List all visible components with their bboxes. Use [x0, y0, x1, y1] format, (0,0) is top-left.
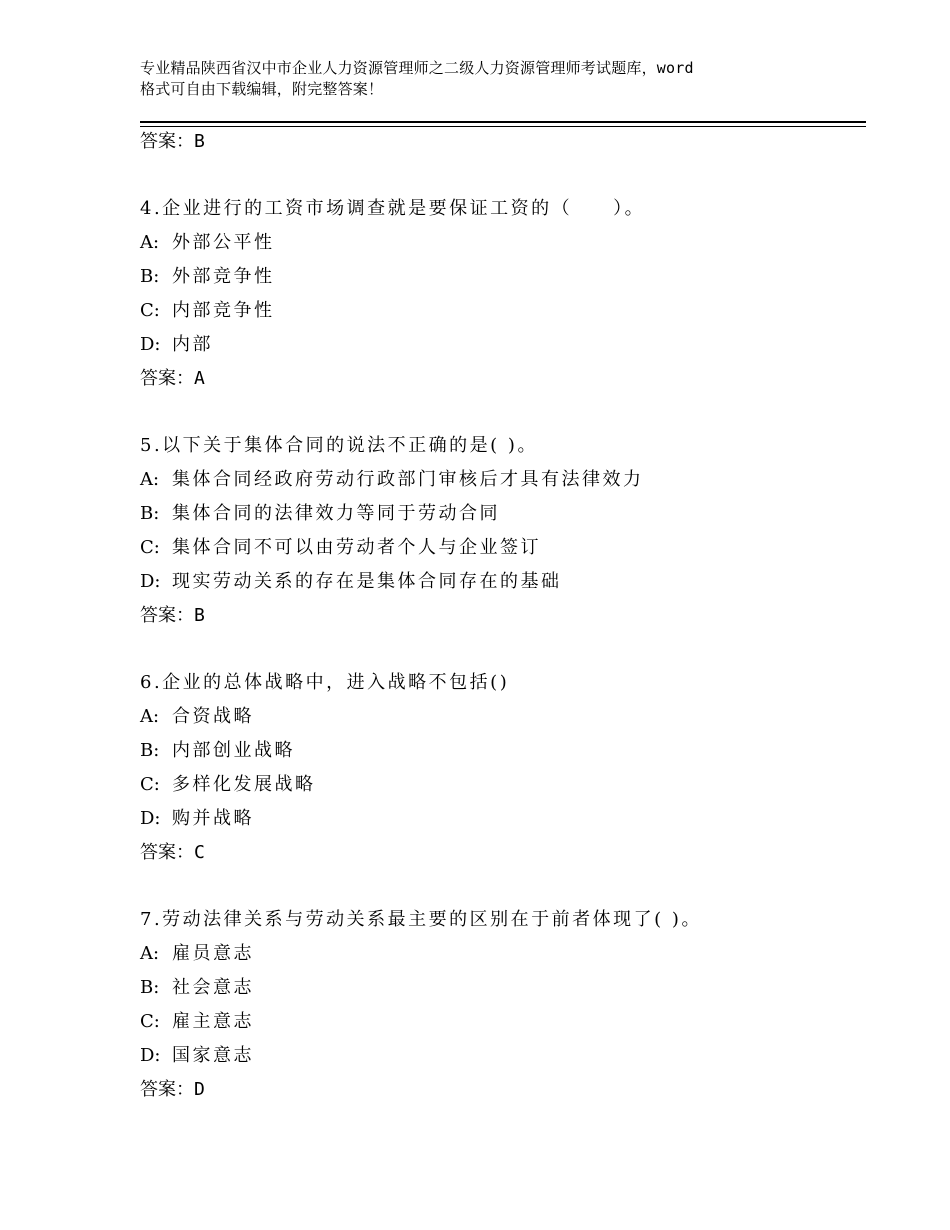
- option-letter: C:: [140, 537, 160, 558]
- option-text: 现实劳动关系的存在是集体合同存在的基础: [172, 571, 562, 592]
- option-letter: D:: [140, 334, 161, 355]
- header-line-1: 专业精品陕西省汉中市企业人力资源管理师之二级人力资源管理师考试题库，word: [140, 59, 694, 77]
- option-letter: D:: [140, 1045, 161, 1066]
- option-letter: C:: [140, 300, 160, 321]
- option-d: [140, 802, 866, 836]
- option-letter: A:: [140, 232, 160, 253]
- option-b: [140, 497, 866, 531]
- question-stem: 6.企业的总体战略中，进入战略不包括(): [140, 672, 510, 693]
- option-c: [140, 1005, 866, 1039]
- option-text: 内部: [172, 334, 213, 355]
- question-4: [140, 192, 866, 396]
- header-rule-thick: [140, 121, 866, 123]
- option-letter: C:: [140, 1011, 160, 1032]
- option-a: [140, 937, 866, 971]
- option-letter: B:: [140, 740, 160, 761]
- option-letter: A:: [140, 943, 160, 964]
- option-text: 集体合同不可以由劳动者个人与企业签订: [172, 537, 541, 558]
- option-d: [140, 328, 866, 362]
- question-7: [140, 903, 866, 1107]
- question-stem: 5.以下关于集体合同的说法不正确的是( )。: [140, 435, 538, 456]
- option-text: 外部竞争性: [172, 266, 275, 287]
- answer-line-q3: 答案：B: [140, 131, 205, 152]
- option-letter: D:: [140, 571, 161, 592]
- option-b: [140, 260, 866, 294]
- option-letter: D:: [140, 808, 161, 829]
- document-body: [140, 125, 866, 1107]
- option-text: 雇员意志: [172, 943, 254, 964]
- answer-line: 答案：D: [140, 1079, 205, 1100]
- option-text: 合资战略: [172, 706, 254, 727]
- option-d: [140, 1039, 866, 1073]
- option-a: [140, 700, 866, 734]
- option-text: 内部创业战略: [172, 740, 295, 761]
- option-text: 购并战略: [172, 808, 254, 829]
- option-text: 集体合同的法律效力等同于劳动合同: [172, 503, 500, 524]
- option-a: [140, 463, 866, 497]
- question-5: [140, 429, 866, 633]
- option-d: [140, 565, 866, 599]
- option-text: 外部公平性: [172, 232, 275, 253]
- option-text: 多样化发展战略: [172, 774, 316, 795]
- option-letter: A:: [140, 469, 160, 490]
- option-text: 集体合同经政府劳动行政部门审核后才具有法律效力: [172, 469, 644, 490]
- question-6: [140, 666, 866, 870]
- option-b: [140, 734, 866, 768]
- option-c: [140, 294, 866, 328]
- answer-line: 答案：B: [140, 605, 205, 626]
- option-letter: B:: [140, 503, 160, 524]
- option-text: 国家意志: [172, 1045, 254, 1066]
- document-header: [140, 58, 840, 100]
- answer-line: 答案：A: [140, 368, 205, 389]
- answer-line: 答案：C: [140, 842, 205, 863]
- option-letter: B:: [140, 266, 160, 287]
- question-stem: 4.企业进行的工资市场调查就是要保证工资的（ ）。: [140, 198, 646, 219]
- option-a: [140, 226, 866, 260]
- option-letter: B:: [140, 977, 160, 998]
- option-text: 雇主意志: [172, 1011, 254, 1032]
- option-letter: A:: [140, 706, 160, 727]
- option-c: [140, 768, 866, 802]
- option-c: [140, 531, 866, 565]
- header-line-2: 格式可自由下载编辑，附完整答案！: [140, 80, 384, 98]
- option-b: [140, 971, 866, 1005]
- option-text: 社会意志: [172, 977, 254, 998]
- option-text: 内部竞争性: [172, 300, 275, 321]
- question-stem: 7.劳动法律关系与劳动关系最主要的区别在于前者体现了( )。: [140, 909, 702, 930]
- option-letter: C:: [140, 774, 160, 795]
